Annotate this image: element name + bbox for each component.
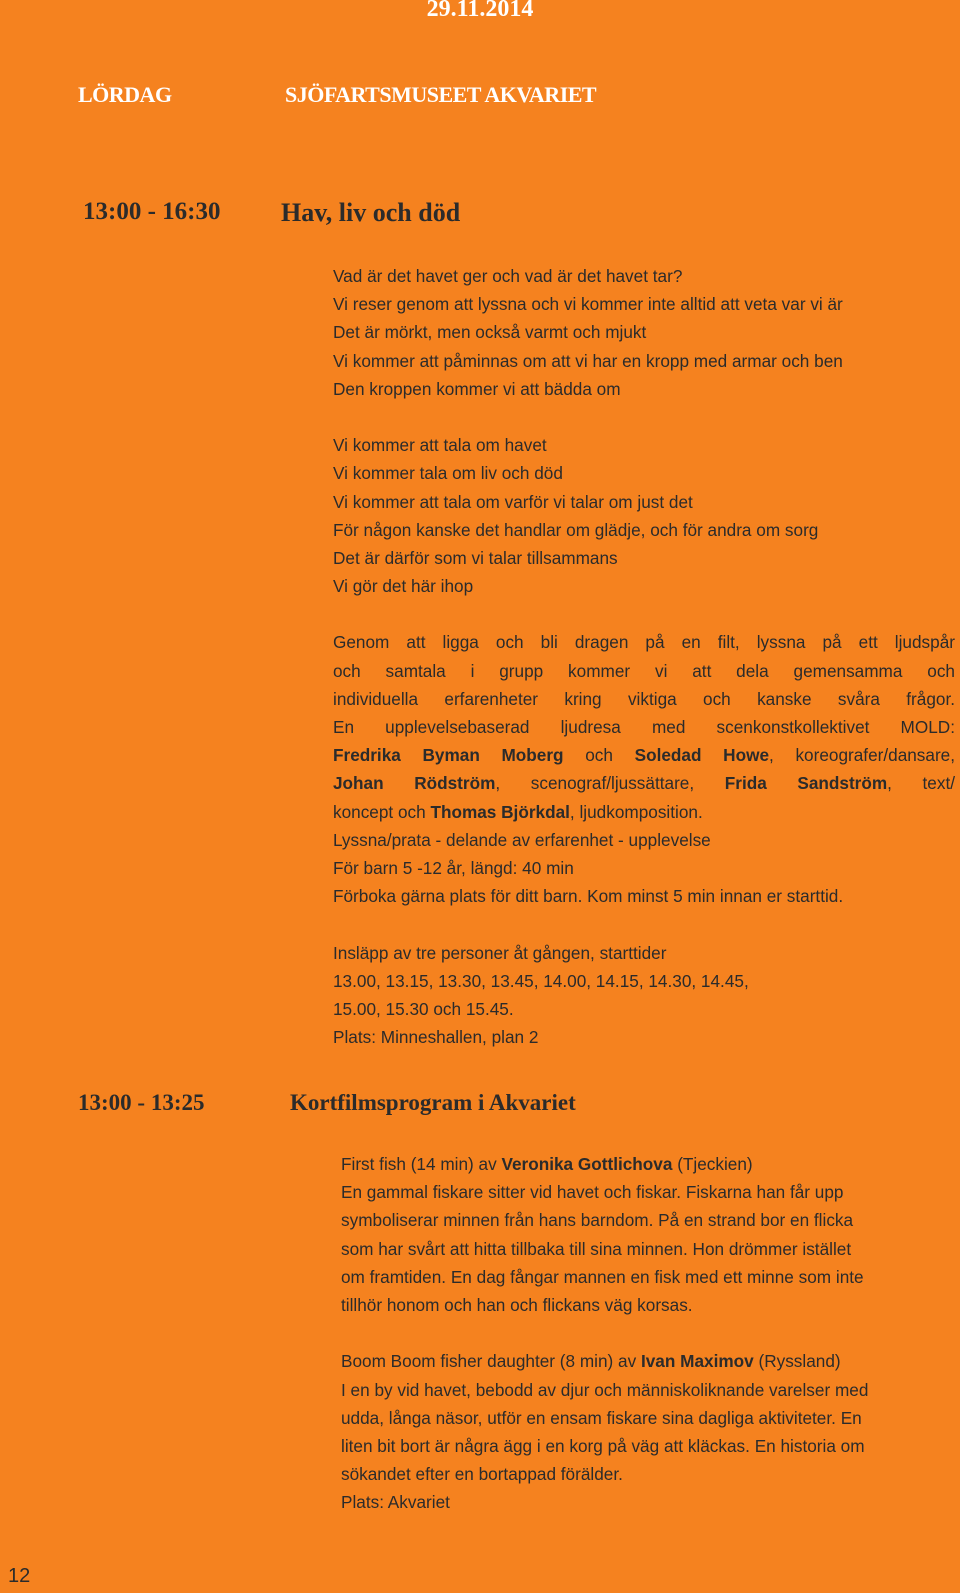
event1-description <box>333 262 955 1051</box>
credit-name: Johan Rödström <box>333 773 496 794</box>
director-name: Veronika Gottlichova <box>501 1154 673 1174</box>
text-line: 13.00, 13.15, 13.30, 13.45, 14.00, 14.15, 14.30, 14.45, <box>333 970 749 991</box>
text-line: liten bit bort är några ägg i en korg på väg att kläckas. En historia om <box>341 1435 865 1456</box>
text-line: Insläpp av tre personer åt gången, starttider <box>333 942 667 963</box>
text-line: För barn 5 -12 år, längd: 40 min <box>333 857 574 878</box>
credit-name: Fredrika Byman Moberg <box>333 745 564 766</box>
text-line: Lyssna/prata - delande av erfarenhet - upplevelse <box>333 829 711 850</box>
text-line: En gammal fiskare sitter vid havet och fiskar. Fiskarna han får upp <box>341 1182 844 1203</box>
text-line: Vi kommer tala om liv och död <box>333 463 563 484</box>
credit-name: Thomas Björkdal <box>430 801 570 822</box>
text-line: symboliserar minnen från hans barndom. På en strand bor en flicka <box>341 1210 854 1231</box>
event1-title: Hav, liv och död <box>281 198 461 227</box>
credits-line: koncept och Thomas Björkdal, ljudkomposition. <box>333 801 703 822</box>
event2-title: Kortfilmsprogram i Akvariet <box>290 1090 576 1115</box>
text-line: Vi kommer att påminnas om att vi har en kropp med armar och ben <box>333 350 843 371</box>
page-number: 12 <box>8 1565 31 1587</box>
text-line: Genom att ligga och bli dragen på en filt, lyssna på ett ljudspår <box>333 632 955 653</box>
text-line: som har svårt att hitta tillbaka till sina minnen. Hon drömmer istället <box>341 1238 852 1259</box>
event2-description <box>341 1150 960 1516</box>
day-label: LÖRDAG <box>78 82 172 107</box>
text-line: För någon kanske det handlar om glädje, och för andra om sorg <box>333 519 819 540</box>
text-line: om framtiden. En dag fångar mannen en fisk med ett minne som inte <box>341 1266 864 1287</box>
text-line: Vi reser genom att lyssna och vi kommer inte alltid att veta var vi är <box>333 294 843 315</box>
film-heading: First fish (14 min) av Veronika Gottlichova (Tjeckien) <box>341 1154 753 1174</box>
text-line: Vad är det havet ger och vad är det havet tar? <box>333 266 683 286</box>
text-line: Vi kommer att tala om havet <box>333 435 547 456</box>
text-line: och samtala i grupp kommer vi att dela gemensamma och <box>333 660 955 681</box>
venue-label: SJÖFARTSMUSEET AKVARIET <box>285 82 597 107</box>
text-line: Det är därför som vi talar tillsammans <box>333 547 618 568</box>
text-line: Det är mörkt, men också varmt och mjukt <box>333 322 647 343</box>
event1-time: 13:00 - 16:30 <box>83 198 221 225</box>
director-name: Ivan Maximov <box>640 1351 754 1372</box>
event2-time: 13:00 - 13:25 <box>78 1090 205 1115</box>
credits-line: Johan Rödström, scenograf/ljussättare, Frida Sandström, text/ <box>333 773 956 794</box>
text-line: Vi kommer att tala om varför vi talar om just det <box>333 491 693 512</box>
text-line: individuella erfarenheter kring viktiga och kanske svåra frågor. <box>333 688 955 709</box>
text-line: udda, långa näsor, utför en ensam fiskare sina dagliga aktiviteter. En <box>341 1407 862 1428</box>
credit-name: Frida Sandström <box>724 773 888 794</box>
text-line: Den kroppen kommer vi att bädda om <box>333 378 621 399</box>
credits-line: Fredrika Byman Moberg och Soledad Howe, koreografer/dansare, <box>333 745 956 766</box>
text-line: Förboka gärna plats för ditt barn. Kom minst 5 min innan er starttid. <box>333 886 844 907</box>
location-line: Plats: Minneshallen, plan 2 <box>333 1027 539 1048</box>
date-heading: 29.11.2014 <box>426 0 534 22</box>
text-line: tillhör honom och han och flickans väg korsas. <box>341 1294 693 1315</box>
credit-name: Soledad Howe <box>634 745 770 766</box>
text-line: Vi gör det här ihop <box>333 576 474 597</box>
location-line: Plats: Akvariet <box>341 1492 450 1513</box>
film-heading: Boom Boom fisher daughter (8 min) av Ivan Maximov (Ryssland) <box>341 1351 841 1372</box>
text-line: 15.00, 15.30 och 15.45. <box>333 998 514 1019</box>
text-line: I en by vid havet, bebodd av djur och människoliknande varelser med <box>341 1379 869 1400</box>
text-line: En upplevelsebaserad ljudresa med scenkonstkollektivet MOLD: <box>333 717 955 737</box>
text-line: sökandet efter en bortappad förälder. <box>341 1464 623 1485</box>
